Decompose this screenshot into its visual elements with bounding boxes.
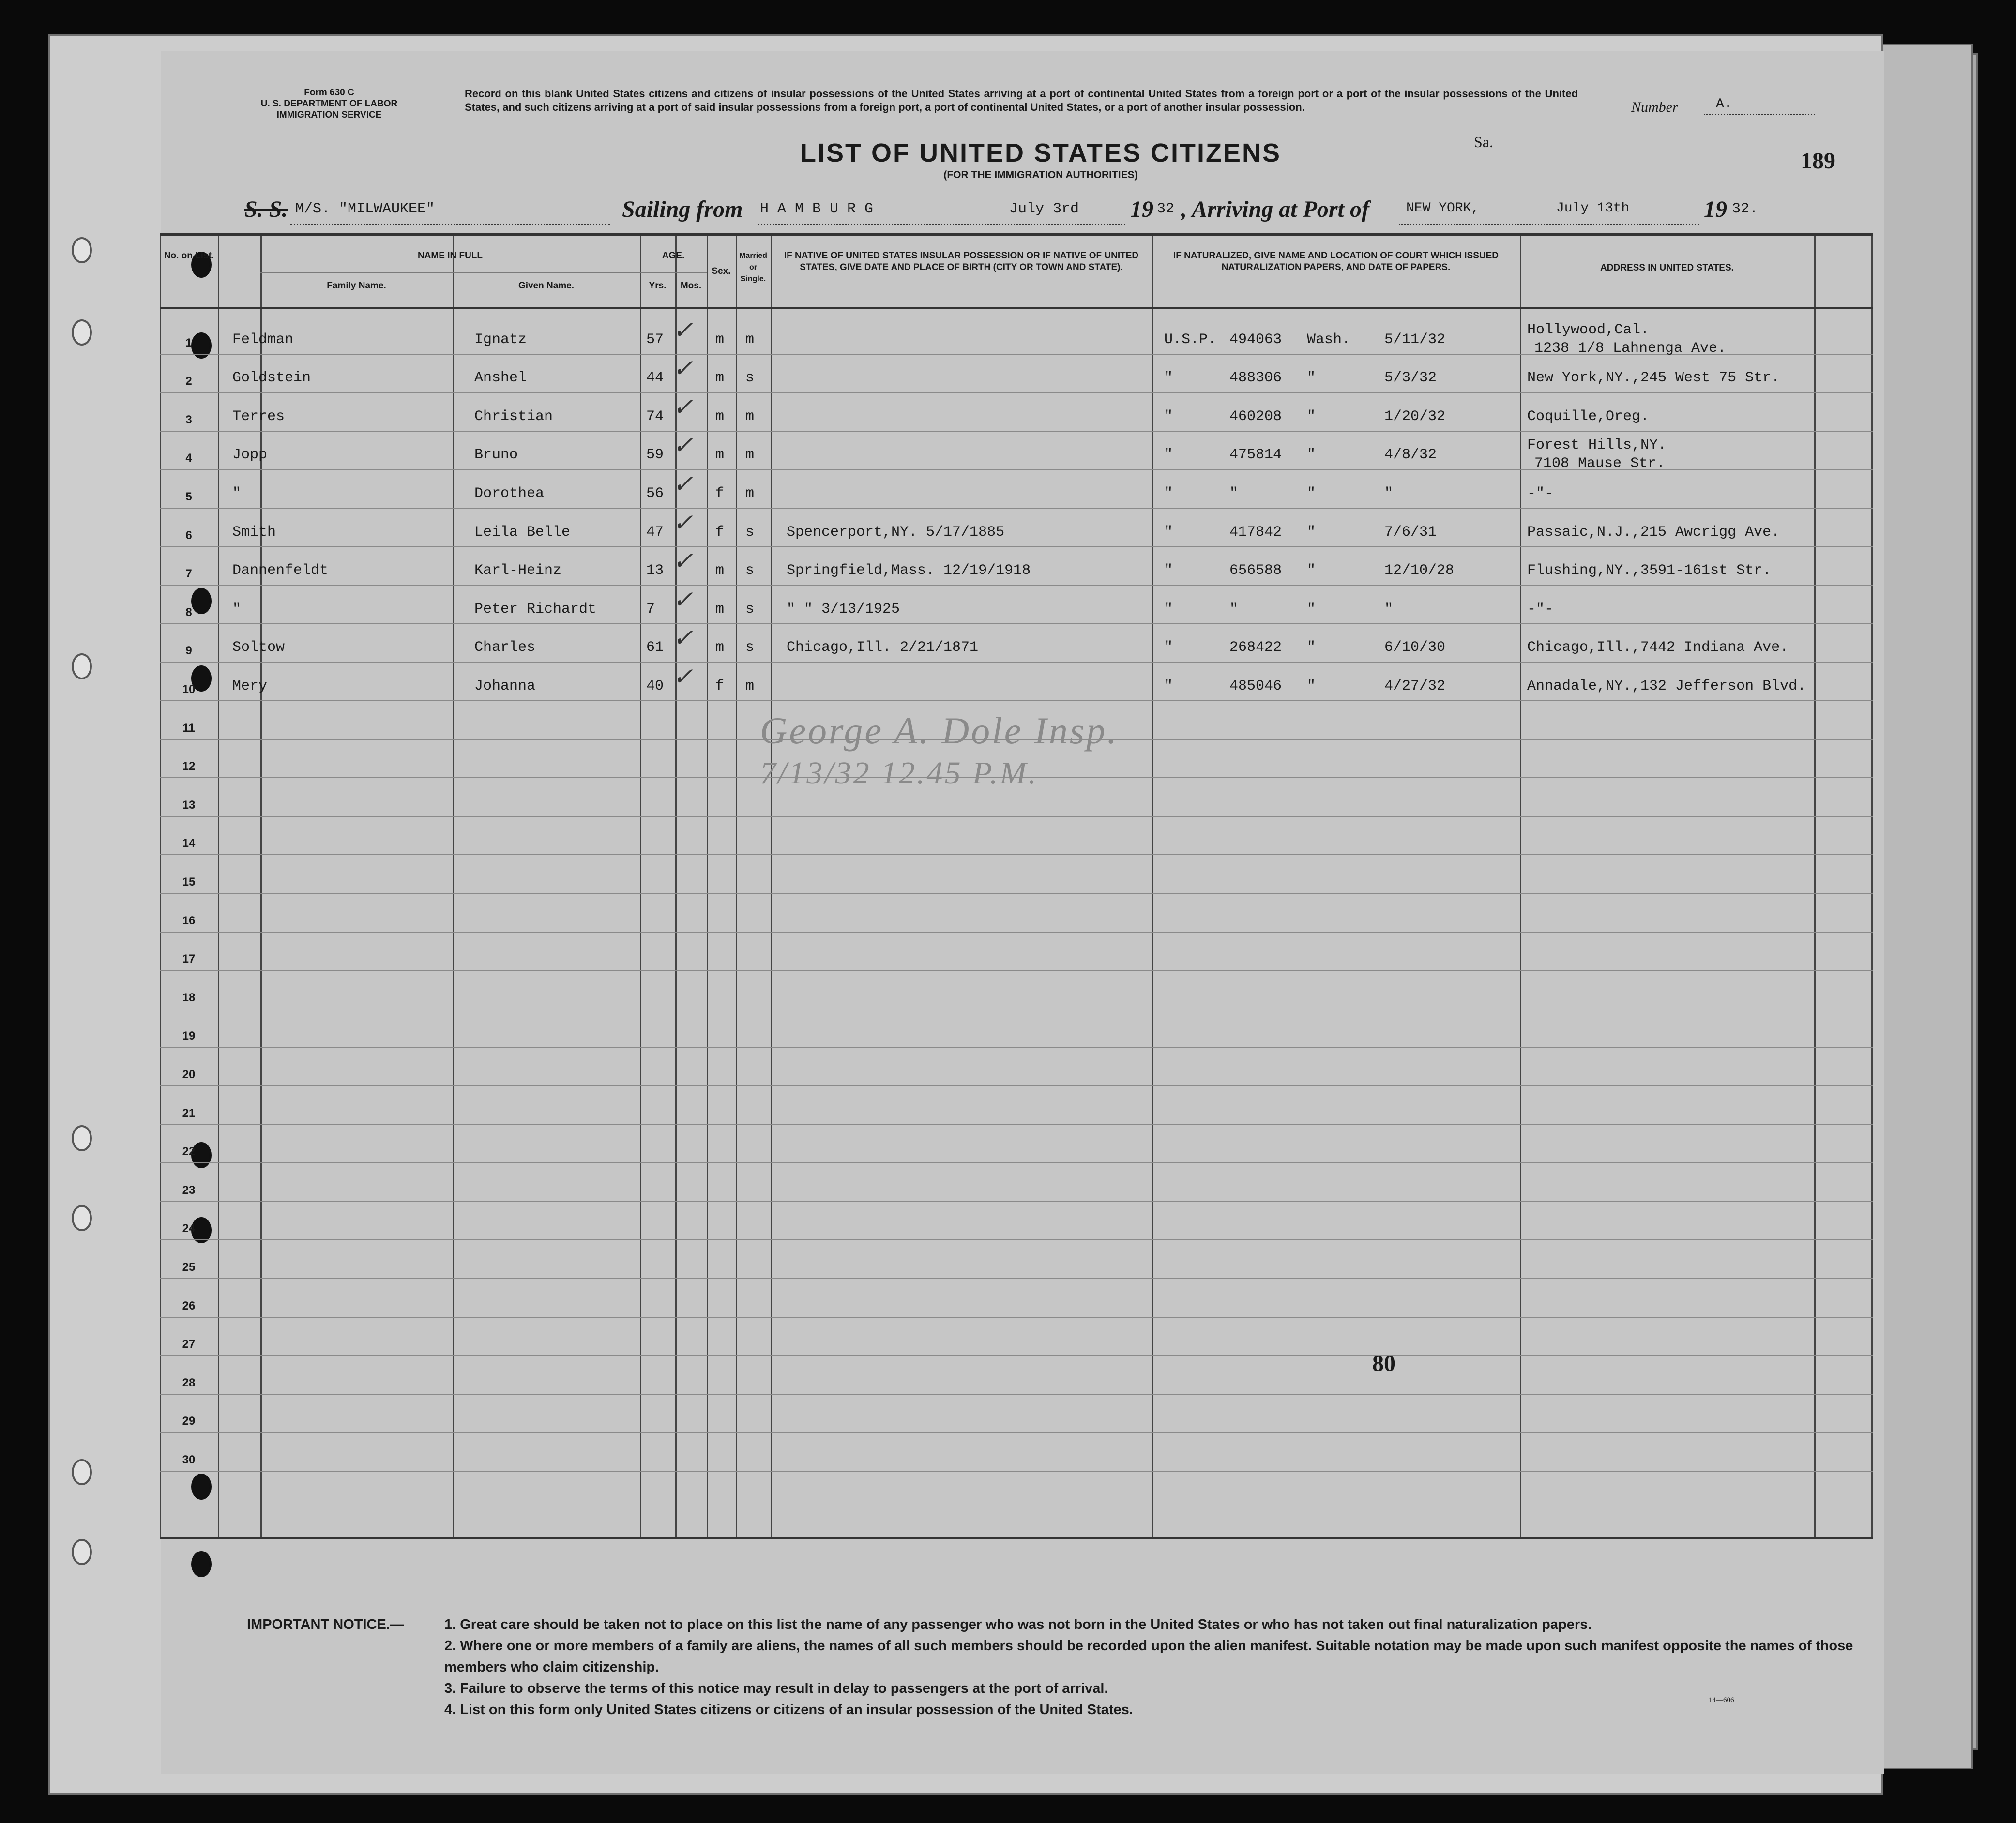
stamp-number: 80 (1372, 1351, 1395, 1376)
punch-hole (191, 1551, 212, 1577)
birth-place-cell: Springfield,Mass. 12/19/1918 (787, 562, 1031, 579)
row-number: 14 (182, 837, 196, 850)
address-cell: Flushing,NY.,3591-161st Str. (1527, 562, 1772, 579)
form-code: 14—606 (1709, 1696, 1734, 1704)
address-cell: -"- (1527, 601, 1554, 618)
paper-date-cell: 4/27/32 (1384, 678, 1446, 694)
col-header-naturalized: IF NATURALIZED, GIVE NAME AND LOCATION OF COURT WHICH ISSUED NATURALIZATION PAPERS, AND DATE OF PAPERS. (1173, 251, 1499, 272)
number-underline (1704, 114, 1815, 115)
row-rule (160, 893, 1873, 894)
given-name-cell: Peter Richardt (474, 601, 597, 618)
marital-status-cell: m (745, 447, 755, 464)
punch-hole (72, 319, 92, 346)
family-name-cell: Smith (232, 524, 276, 541)
sailing-port: HAMBURG (760, 201, 882, 217)
row-number: 7 (185, 567, 192, 581)
punch-hole (72, 653, 92, 679)
marital-status-cell: m (745, 678, 755, 694)
row-rule (160, 970, 1873, 971)
row-number: 8 (185, 605, 192, 619)
col-header-yrs: Yrs. (649, 281, 667, 291)
row-number: 25 (182, 1261, 196, 1274)
sailing-underline (758, 224, 1125, 225)
row-number: 27 (182, 1338, 196, 1351)
department-name: U. S. DEPARTMENT OF LABOR (260, 99, 398, 109)
check-mark-icon: ✓ (673, 432, 693, 459)
col-header-family: Family Name. (327, 281, 386, 291)
year-prefix: 19 (1704, 196, 1727, 222)
given-name-cell: Dorothea (474, 485, 545, 502)
ss-label: S. S. (244, 196, 288, 222)
notice-item: 2. Where one or more members of a family are aliens, the names of all such members should be recorded upon the alien manifest. Suitable notation may be made upon such manifest opposite the names of those members who claim citizenship. (444, 1638, 1853, 1675)
arrival-port: NEW YORK, (1406, 201, 1480, 216)
col-header-mos: Mos. (680, 281, 702, 291)
sex-cell: m (715, 601, 725, 618)
marital-status-cell: s (745, 601, 755, 618)
year-suffix: 32. (1732, 201, 1758, 217)
service-name: IMMIGRATION SERVICE (276, 110, 382, 120)
row-rule (160, 1394, 1873, 1395)
row-number: 10 (182, 683, 196, 696)
court-cell: " (1164, 524, 1173, 541)
check-mark-icon: ✓ (673, 663, 693, 690)
paper-date-cell: 1/20/32 (1384, 408, 1446, 425)
given-name-cell: Leila Belle (474, 524, 571, 541)
age-years-cell: 13 (646, 562, 664, 579)
address-line2-cell: 7108 Mause Str. (1534, 455, 1666, 472)
paper-number-cell: " (1229, 601, 1239, 618)
address-cell: Chicago,Ill.,7442 Indiana Ave. (1527, 639, 1789, 656)
age-years-cell: 40 (646, 678, 664, 694)
inspector-signature: George A. Dole Insp. (760, 709, 1119, 752)
row-number: 19 (182, 1029, 196, 1043)
arrival-date: July 13th (1556, 201, 1630, 216)
family-name-cell: Terres (232, 408, 285, 425)
court-cell: " (1164, 601, 1173, 618)
number-value: A. (1716, 97, 1732, 112)
court-location-cell: " (1307, 447, 1316, 464)
family-name-cell: Feldman (232, 331, 294, 348)
court-location-cell: " (1307, 639, 1316, 656)
check-mark-icon: ✓ (673, 547, 693, 575)
paper-number-cell: 268422 (1229, 639, 1282, 656)
arriving-label: , Arriving at Port of (1181, 196, 1369, 222)
paper-number-cell: 485046 (1229, 678, 1282, 694)
row-number: 18 (182, 991, 196, 1004)
paper-date-cell: 7/6/31 (1384, 524, 1437, 541)
court-location-cell: Wash. (1307, 331, 1351, 348)
row-rule (160, 508, 1873, 509)
age-years-cell: 61 (646, 639, 664, 656)
sex-cell: f (715, 524, 725, 541)
row-rule (160, 1317, 1873, 1318)
paper-date-cell: 4/8/32 (1384, 447, 1437, 464)
court-cell: " (1164, 678, 1173, 694)
form-number: Form 630 C (304, 88, 354, 98)
court-cell: " (1164, 639, 1173, 656)
paper-date-cell: 5/3/32 (1384, 370, 1437, 387)
sex-cell: m (715, 408, 725, 425)
family-name-cell: Soltow (232, 639, 285, 656)
paper-number-cell: 475814 (1229, 447, 1282, 464)
row-number: 30 (182, 1453, 196, 1466)
row-rule (160, 1162, 1873, 1163)
court-cell: U.S.P. (1164, 331, 1217, 348)
punch-hole (72, 1539, 92, 1565)
row-number: 2 (185, 375, 192, 388)
age-years-cell: 7 (646, 601, 655, 618)
family-name-cell: " (232, 601, 242, 618)
marital-status-cell: s (745, 639, 755, 656)
row-rule (160, 1047, 1873, 1048)
marital-status-cell: s (745, 562, 755, 579)
court-location-cell: " (1307, 370, 1316, 387)
marital-status-cell: m (745, 485, 755, 502)
header-subrule (260, 272, 640, 273)
ship-name: M/S. "MILWAUKEE" (295, 201, 435, 217)
check-mark-icon: ✓ (673, 355, 693, 382)
sex-cell: m (715, 331, 725, 348)
passenger-table (160, 233, 1873, 1539)
row-number: 21 (182, 1106, 196, 1120)
row-rule (160, 1085, 1873, 1086)
row-number: 15 (182, 875, 196, 889)
family-name-cell: Jopp (232, 447, 268, 464)
court-location-cell: " (1307, 524, 1316, 541)
court-location-cell: " (1307, 562, 1316, 579)
row-rule (160, 1239, 1873, 1240)
paper-number-cell: 656588 (1229, 562, 1282, 579)
address-cell: Hollywood,Cal. (1527, 321, 1650, 338)
age-years-cell: 56 (646, 485, 664, 502)
paper-date-cell: 5/11/32 (1384, 331, 1446, 348)
family-name-cell: Dannenfeldt (232, 562, 329, 579)
marital-status-cell: s (745, 524, 755, 541)
instructions-text: Record on this blank United States citizens and citizens of insular possessions of the United States arriving at a port of continental United States from a foreign port or a port of the insular possessions of the United States, and such citizens arriving at a port of said insular possessions from a foreign port, a port of continental United States, or a port of another insular possession. (465, 88, 1578, 113)
court-location-cell: " (1307, 485, 1316, 502)
page-subtitle: (FOR THE IMMIGRATION AUTHORITIES) (943, 169, 1138, 181)
age-years-cell: 44 (646, 370, 664, 387)
row-number: 9 (185, 644, 192, 658)
age-years-cell: 47 (646, 524, 664, 541)
inspection-time: 7/13/32 12.45 P.M. (760, 755, 1038, 791)
marital-status-cell: s (745, 370, 755, 387)
sailing-date: July 3rd (1009, 201, 1079, 217)
given-name-cell: Johanna (474, 678, 536, 694)
punch-hole (72, 1205, 92, 1231)
row-number: 24 (182, 1222, 196, 1235)
paper-date-cell: 12/10/28 (1384, 562, 1455, 579)
row-rule (160, 1355, 1873, 1356)
arrival-underline (1399, 224, 1699, 225)
notice-lead: IMPORTANT NOTICE.— (247, 1617, 404, 1632)
row-number: 3 (185, 413, 192, 426)
check-mark-icon: ✓ (673, 393, 693, 421)
col-header-address: ADDRESS IN UNITED STATES. (1600, 263, 1734, 273)
given-name-cell: Karl-Heinz (474, 562, 562, 579)
paper-date-cell: " (1384, 485, 1394, 502)
address-cell: -"- (1527, 485, 1554, 502)
row-number: 13 (182, 798, 196, 812)
row-number: 20 (182, 1068, 196, 1081)
family-name-cell: " (232, 485, 242, 502)
marital-status-cell: m (745, 331, 755, 348)
court-location-cell: " (1307, 408, 1316, 425)
paper-number-cell: 494063 (1229, 331, 1282, 348)
col-header-name: NAME IN FULL (417, 251, 483, 261)
paper-number-cell: " (1229, 485, 1239, 502)
given-name-cell: Anshel (474, 370, 527, 387)
row-rule (160, 585, 1873, 586)
notice-item: 1. Great care should be taken not to place on this list the name of any passenger who was not born in the United States or who has not taken out final naturalization papers. (444, 1617, 1592, 1632)
number-label: Number (1631, 99, 1678, 115)
row-number: 12 (182, 760, 196, 773)
family-name-cell: Mery (232, 678, 268, 694)
page-number: 189 (1801, 148, 1835, 174)
row-number: 6 (185, 528, 192, 542)
row-number: 22 (182, 1145, 196, 1159)
family-name-cell: Goldstein (232, 370, 311, 387)
given-name-cell: Charles (474, 639, 536, 656)
check-mark-icon: ✓ (673, 586, 693, 613)
year-prefix: 19 (1130, 196, 1153, 222)
sex-cell: f (715, 485, 725, 502)
given-name-cell: Christian (474, 408, 553, 425)
paper-number-cell: 417842 (1229, 524, 1282, 541)
row-rule (160, 854, 1873, 855)
row-rule (160, 1278, 1873, 1279)
check-mark-icon: ✓ (673, 509, 693, 536)
paper-number-cell: 488306 (1229, 370, 1282, 387)
address-cell: New York,NY.,245 West 75 Str. (1527, 370, 1780, 387)
punch-hole (72, 1125, 92, 1151)
row-rule (160, 546, 1873, 547)
marital-status-cell: m (745, 408, 755, 425)
punch-hole (72, 1459, 92, 1485)
col-header-native: IF NATIVE OF UNITED STATES INSULAR POSSESSION OR IF NATIVE OF UNITED STATES, GIVE DATE AND PLACE OF BIRTH (CITY OR TOWN AND STATE). (784, 251, 1139, 272)
court-cell: " (1164, 485, 1173, 502)
sex-cell: m (715, 370, 725, 387)
row-rule (160, 1432, 1873, 1433)
court-cell: " (1164, 408, 1173, 425)
row-number: 17 (182, 952, 196, 966)
row-rule (160, 623, 1873, 624)
sa-mark: Sa. (1474, 133, 1493, 151)
address-line2-cell: 1238 1/8 Lahnenga Ave. (1534, 340, 1727, 357)
sex-cell: m (715, 639, 725, 656)
paper-date-cell: 6/10/30 (1384, 639, 1446, 656)
row-number: 16 (182, 914, 196, 927)
form-id (208, 87, 450, 121)
birth-place-cell: " " 3/13/1925 (787, 601, 900, 618)
col-header-age: AGE. (662, 251, 685, 261)
col-header-sex: Sex. (712, 266, 731, 276)
address-cell: Coquille,Oreg. (1527, 408, 1650, 425)
age-years-cell: 74 (646, 408, 664, 425)
year-suffix: 32 (1157, 201, 1175, 217)
row-number: 28 (182, 1376, 196, 1389)
court-cell: " (1164, 447, 1173, 464)
address-cell: Annadale,NY.,132 Jefferson Blvd. (1527, 678, 1806, 694)
notice-item: 4. List on this form only United States citizens or citizens of an insular possession of the United States. (444, 1702, 1133, 1718)
row-number: 23 (182, 1183, 196, 1197)
given-name-cell: Ignatz (474, 331, 527, 348)
row-rule (160, 392, 1873, 393)
page-title: LIST OF UNITED STATES CITIZENS (800, 138, 1281, 167)
check-mark-icon: ✓ (673, 624, 693, 652)
court-location-cell: " (1307, 601, 1316, 618)
row-number: 26 (182, 1299, 196, 1312)
row-number: 5 (185, 490, 192, 503)
court-cell: " (1164, 370, 1173, 387)
col-header-given: Given Name. (518, 281, 575, 291)
address-cell: Forest Hills,NY. (1527, 437, 1667, 454)
notice-item: 3. Failure to observe the terms of this notice may result in delay to passengers at the port of arrival. (444, 1681, 1108, 1696)
age-years-cell: 59 (646, 447, 664, 464)
court-location-cell: " (1307, 678, 1316, 694)
row-rule (160, 431, 1873, 432)
birth-place-cell: Spencerport,NY. 5/17/1885 (787, 524, 1005, 541)
age-years-cell: 57 (646, 331, 664, 348)
check-mark-icon: ✓ (673, 470, 693, 497)
sex-cell: m (715, 447, 725, 464)
row-rule (160, 816, 1873, 817)
row-rule (160, 932, 1873, 933)
row-rule (160, 1124, 1873, 1125)
sailing-label: Sailing from (622, 196, 743, 222)
col-header-no: No. on List. (164, 251, 214, 261)
paper-number-cell: 460208 (1229, 408, 1282, 425)
row-number: 11 (182, 721, 195, 735)
col-header-married: Married or Single. (739, 252, 767, 283)
row-number: 1 (185, 336, 192, 349)
row-rule (160, 1471, 1873, 1472)
ship-underline (290, 224, 610, 225)
row-number: 29 (182, 1415, 196, 1428)
row-rule (160, 1201, 1873, 1202)
row-rule (160, 700, 1873, 701)
check-mark-icon: ✓ (673, 316, 693, 344)
header-bottom-rule (160, 307, 1873, 309)
paper-date-cell: " (1384, 601, 1394, 618)
given-name-cell: Bruno (474, 447, 518, 464)
header-subrule (640, 272, 707, 273)
sex-cell: f (715, 678, 725, 694)
birth-place-cell: Chicago,Ill. 2/21/1871 (787, 639, 979, 656)
court-cell: " (1164, 562, 1173, 579)
address-cell: Passaic,N.J.,215 Awcrigg Ave. (1527, 524, 1780, 541)
row-number: 4 (185, 452, 192, 465)
punch-hole (72, 237, 92, 263)
row-rule (160, 662, 1873, 663)
sex-cell: m (715, 562, 725, 579)
